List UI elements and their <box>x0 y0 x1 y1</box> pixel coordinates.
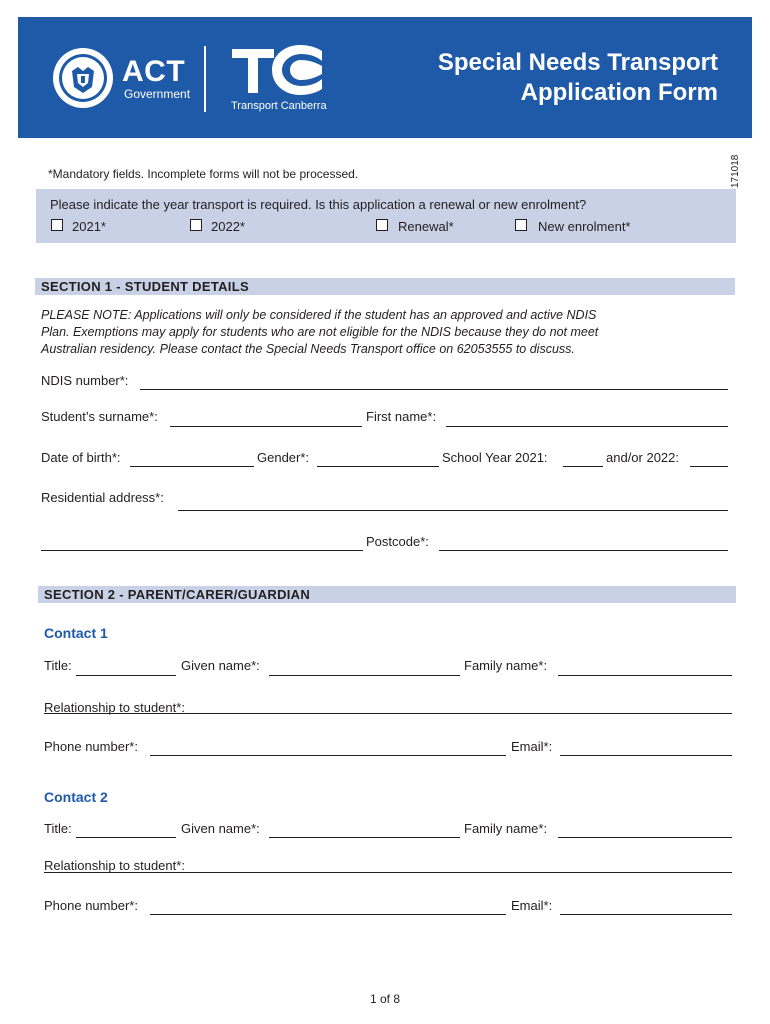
school-year-2022-label: and/or 2022: <box>606 450 680 465</box>
transport-canberra-text: Transport Canberra <box>231 100 327 112</box>
form-title-line-2: Application Form <box>520 79 718 106</box>
mandatory-note: *Mandatory fields. Incomplete forms will not be processed. <box>48 167 359 181</box>
contact-1-family-name-field[interactable] <box>558 675 732 676</box>
contact-1-phone-field[interactable] <box>150 755 506 756</box>
section-1-note-line-1: PLEASE NOTE: Applications will only be considered if the student has an approved and active NDIS <box>41 308 597 322</box>
transport-canberra-logo-icon <box>230 45 326 95</box>
contact-2-phone-label: Phone number*: <box>44 898 138 913</box>
contact-2-title-label: Title: <box>44 821 72 836</box>
checkbox-renewal[interactable] <box>376 219 388 231</box>
contact-2-family-name-label: Family name*: <box>464 821 548 836</box>
checkbox-renewal-label: Renewal* <box>398 219 454 234</box>
school-year-2021-field[interactable] <box>563 466 603 467</box>
postcode-label: Postcode*: <box>366 534 429 549</box>
checkbox-new-enrolment[interactable] <box>515 219 527 231</box>
gender-label: Gender*: <box>257 450 310 465</box>
form-title-line-1: Special Needs Transport <box>437 49 718 76</box>
year-question: Please indicate the year transport is required. Is this application a renewal or new enrolment? <box>50 197 587 212</box>
ndis-number-field[interactable] <box>140 389 728 390</box>
student-surname-label: Student’s surname*: <box>41 409 158 424</box>
checkbox-2022[interactable] <box>190 219 202 231</box>
school-year-2022-field[interactable] <box>690 466 728 467</box>
contact-1-relationship-label: Relationship to student*: <box>44 700 185 715</box>
act-logo-text: ACT <box>122 55 186 88</box>
contact-1-given-name-label: Given name*: <box>181 658 260 673</box>
act-logo-subtext: Government <box>124 87 191 101</box>
contact-2-relationship-field[interactable] <box>44 872 732 873</box>
contact-1-title-field[interactable] <box>76 675 176 676</box>
student-surname-field[interactable] <box>170 426 362 427</box>
act-coat-of-arms-icon <box>52 47 114 109</box>
date-of-birth-field[interactable] <box>130 466 254 467</box>
contact-2-relationship-label: Relationship to student*: <box>44 858 185 873</box>
section-1-title: SECTION 1 - STUDENT DETAILS <box>41 279 249 294</box>
contact-1-phone-label: Phone number*: <box>44 739 138 754</box>
first-name-field[interactable] <box>446 426 728 427</box>
contact-2-given-name-label: Given name*: <box>181 821 260 836</box>
school-year-2021-label: School Year 2021: <box>442 450 548 465</box>
residential-address-field[interactable] <box>178 510 728 511</box>
contact-2-given-name-field[interactable] <box>269 837 460 838</box>
contact-2-email-field[interactable] <box>560 914 732 915</box>
contact-1-heading: Contact 1 <box>44 625 108 641</box>
contact-1-given-name-field[interactable] <box>269 675 460 676</box>
gender-field[interactable] <box>317 466 439 467</box>
postcode-field[interactable] <box>439 550 728 551</box>
contact-2-email-label: Email*: <box>511 898 553 913</box>
section-2-title: SECTION 2 - PARENT/CARER/GUARDIAN <box>44 587 311 602</box>
residential-address-label: Residential address*: <box>41 490 164 505</box>
date-of-birth-label: Date of birth*: <box>41 450 121 465</box>
first-name-label: First name*: <box>366 409 437 424</box>
contact-1-email-field[interactable] <box>560 755 732 756</box>
contact-2-title-field[interactable] <box>76 837 176 838</box>
checkbox-2022-label: 2022* <box>211 219 245 234</box>
contact-1-relationship-field[interactable] <box>44 713 732 714</box>
checkbox-2021-label: 2021* <box>72 219 106 234</box>
checkbox-2021[interactable] <box>51 219 63 231</box>
contact-1-family-name-label: Family name*: <box>464 658 548 673</box>
form-code: 171018 <box>730 154 741 188</box>
contact-1-email-label: Email*: <box>511 739 553 754</box>
page-number: 1 of 8 <box>369 992 401 1006</box>
checkbox-new-enrolment-label: New enrolment* <box>538 219 631 234</box>
ndis-number-label: NDIS number*: <box>41 373 129 388</box>
contact-2-heading: Contact 2 <box>44 789 108 805</box>
section-1-note-line-3: Australian residency. Please contact the Special Needs Transport office on 62053555 to discuss. <box>41 342 575 356</box>
contact-2-family-name-field[interactable] <box>558 837 732 838</box>
contact-1-title-label: Title: <box>44 658 72 673</box>
contact-2-phone-field[interactable] <box>150 914 506 915</box>
logo-divider <box>204 46 206 112</box>
section-1-note-line-2: Plan. Exemptions may apply for students who are not eligible for the NDIS because they do not meet <box>41 325 599 339</box>
residential-address-field-line-2[interactable] <box>41 550 363 551</box>
